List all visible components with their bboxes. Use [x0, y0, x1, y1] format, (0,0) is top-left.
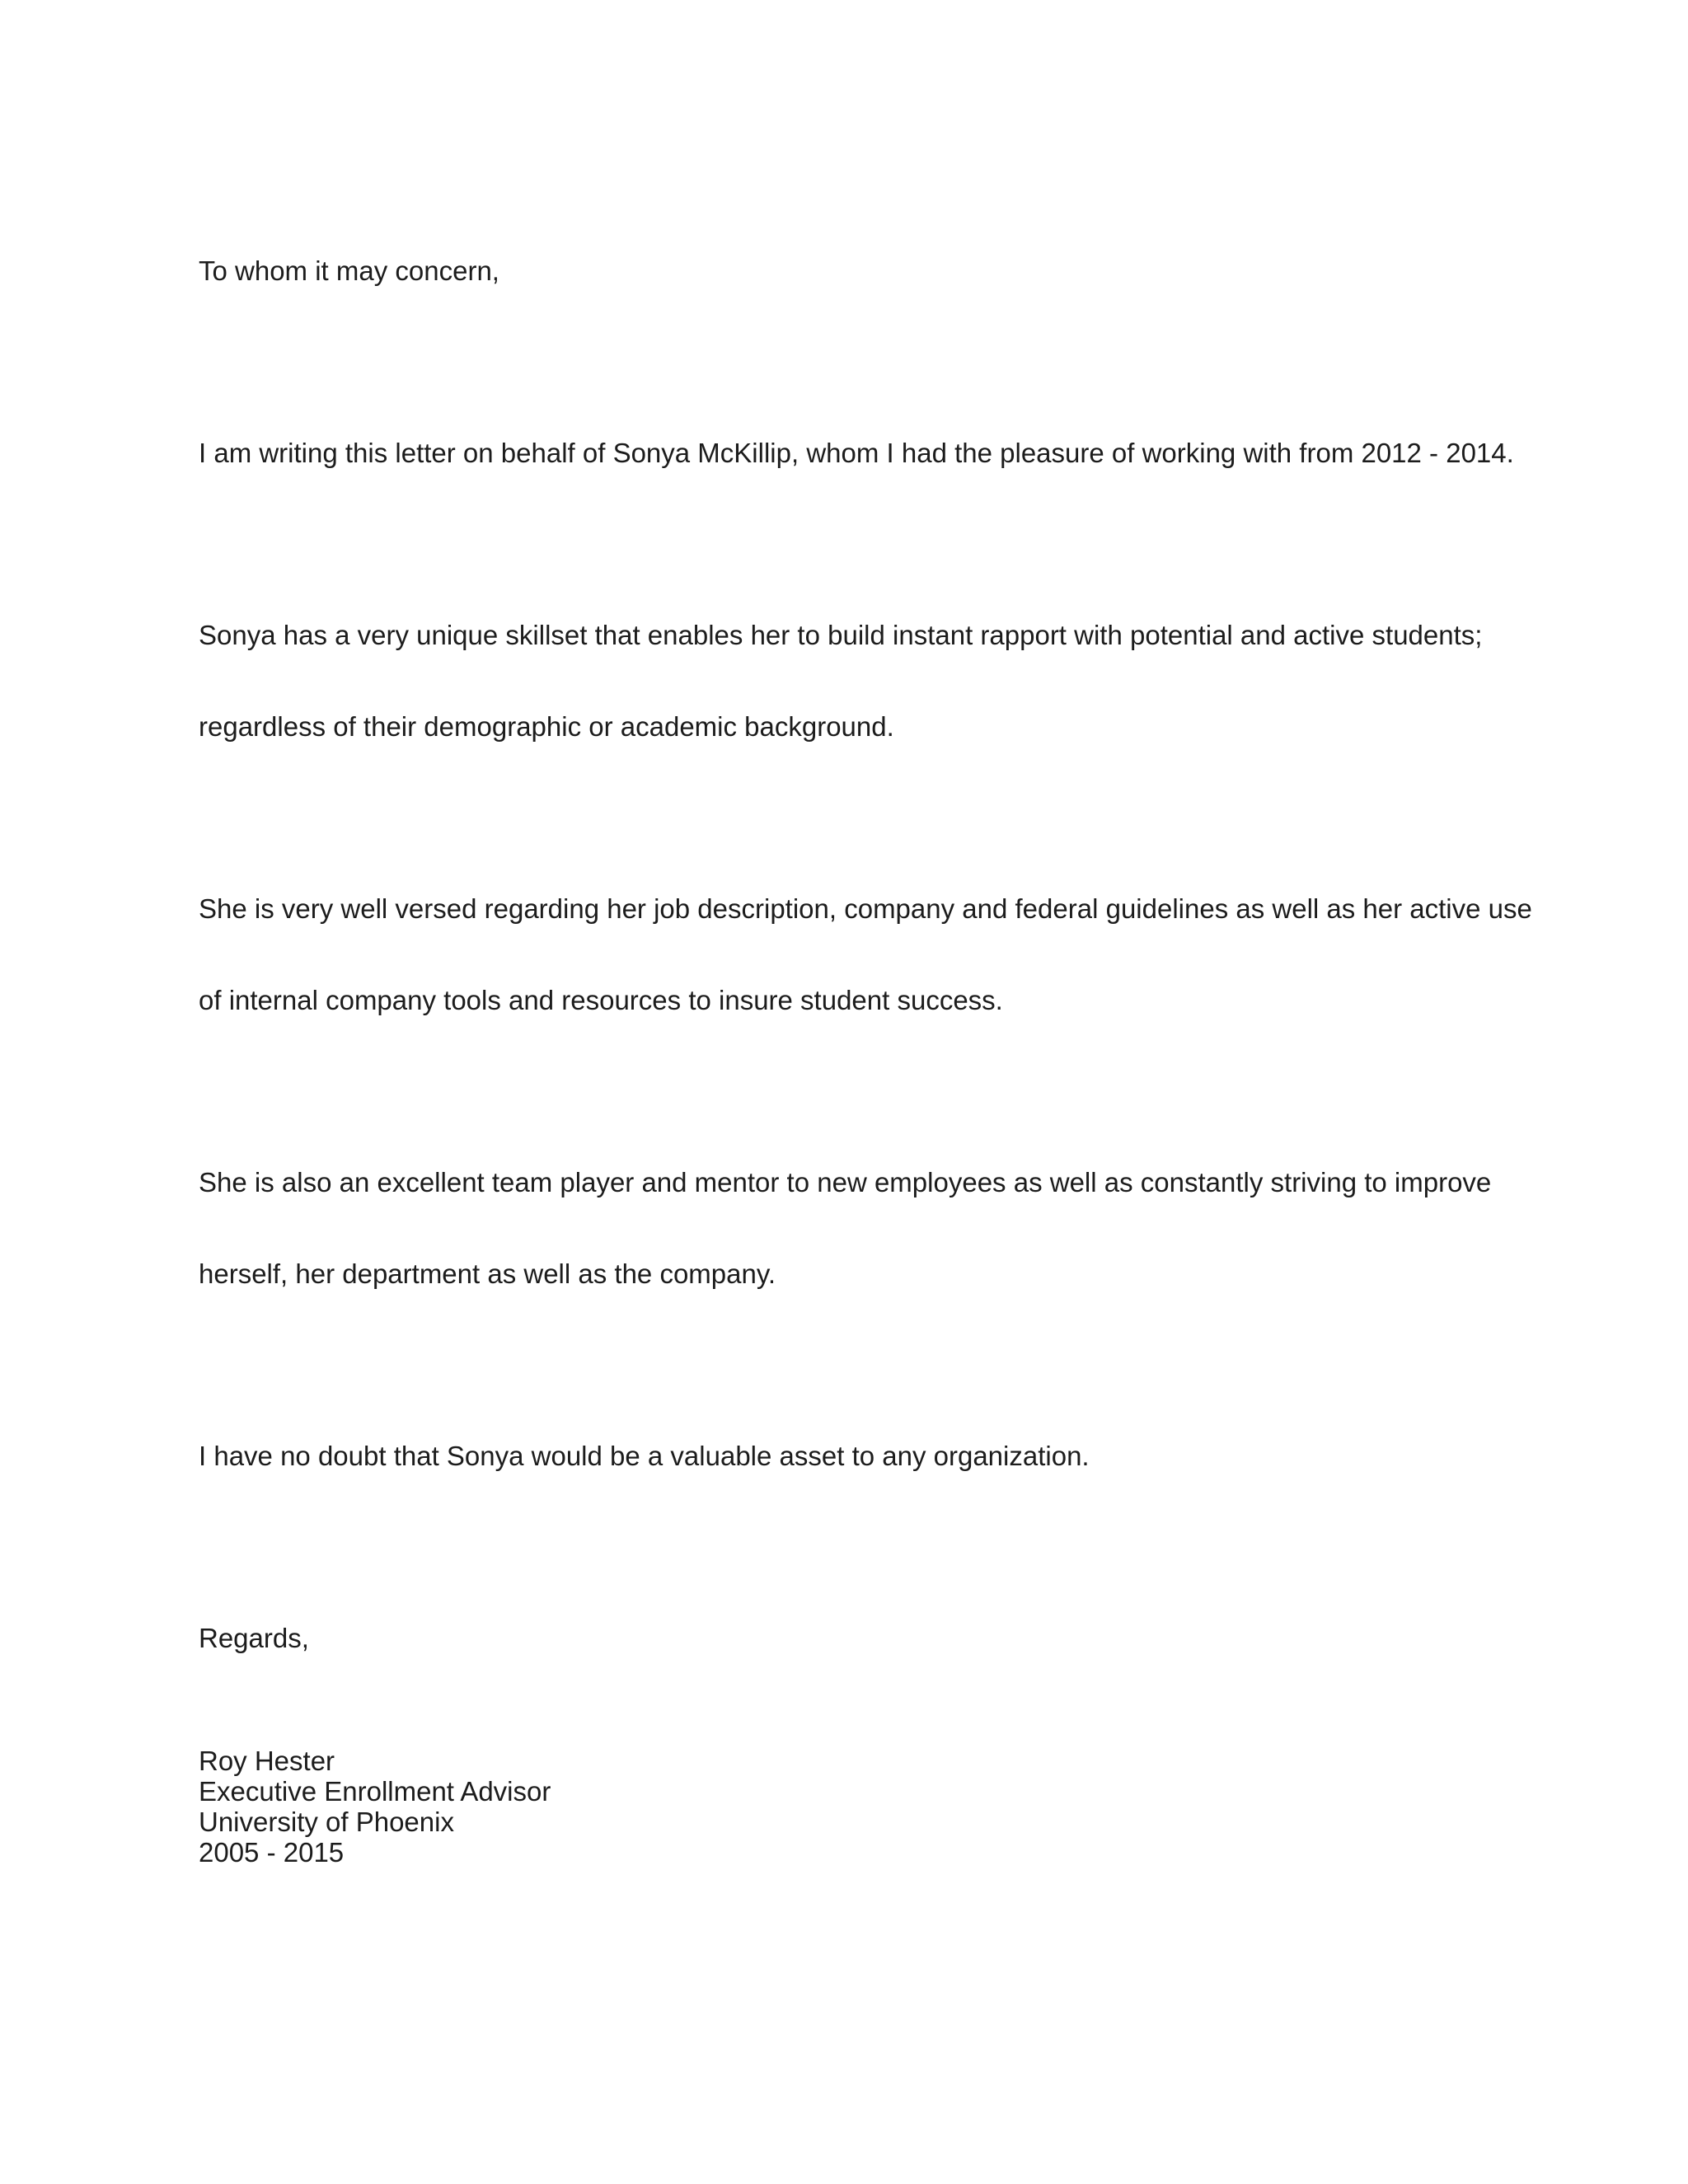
signer-years: 2005 - 2015 — [199, 1837, 345, 1868]
paragraph-skills — [199, 559, 1517, 803]
paragraph-line: She is also an excellent team player and mentor to new employees as well as constantly striving to improve — [199, 1167, 1492, 1197]
salutation-text: To whom it may concern, — [199, 255, 499, 286]
signer-organization: University of Phoenix — [199, 1807, 454, 1837]
paragraph-line: I am writing this letter on behalf of Sonya McKillip, whom I had the pleasure of working with from 2012 - 2014. — [199, 438, 1514, 468]
paragraph-knowledge — [199, 832, 1532, 1076]
letter-body — [199, 194, 1532, 1868]
closing-text: Regards, — [199, 1623, 309, 1653]
paragraph-line: She is very well versed regarding her job description, company and federal guidelines as well as her active use — [199, 893, 1532, 924]
paragraph-line: Sonya has a very unique skillset that enables her to build instant rapport with potential and active students; — [199, 620, 1483, 650]
salutation — [199, 194, 1517, 347]
paragraph-line: regardless of their demographic or academic background. — [199, 711, 894, 742]
paragraph-line: I have no doubt that Sonya would be a valuable asset to any organization. — [199, 1441, 1090, 1471]
paragraph-line: of internal company tools and resources to insure student success. — [199, 985, 1003, 1015]
paragraph-intro — [199, 377, 1517, 529]
signer-title: Executive Enrollment Advisor — [199, 1776, 551, 1807]
paragraph-conclusion — [199, 1380, 1517, 1532]
signer-name: Roy Hester — [199, 1746, 335, 1776]
paragraph-teamwork — [199, 1106, 1517, 1350]
signature-block — [199, 1746, 1517, 1868]
closing — [199, 1562, 1517, 1714]
paragraph-line: herself, her department as well as the company. — [199, 1258, 776, 1289]
